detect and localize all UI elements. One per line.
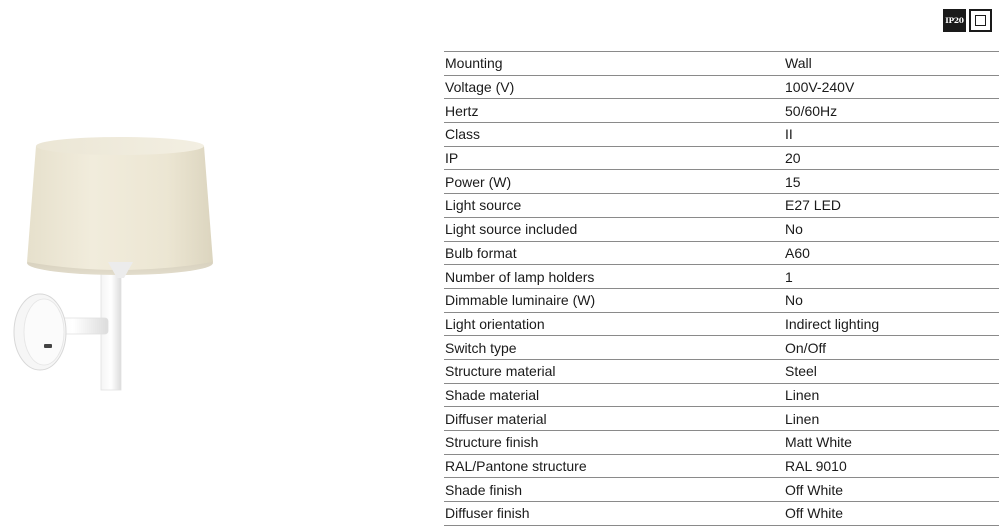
table-row <box>444 502 999 526</box>
spec-value: II <box>784 123 999 147</box>
table-row <box>444 52 999 76</box>
table-row <box>444 431 999 455</box>
spec-label: Power (W) <box>444 170 784 194</box>
spec-label: Structure finish <box>444 431 784 455</box>
table-row <box>444 359 999 383</box>
spec-label: Dimmable luminaire (W) <box>444 288 784 312</box>
spec-value: 15 <box>784 170 999 194</box>
spec-value: Steel <box>784 359 999 383</box>
spec-value: 100V-240V <box>784 75 999 99</box>
class-ii-double-square-icon <box>969 9 992 32</box>
table-row <box>444 454 999 478</box>
table-row <box>444 75 999 99</box>
table-row <box>444 312 999 336</box>
spec-value: 1 <box>784 265 999 289</box>
spec-value: No <box>784 217 999 241</box>
table-row <box>444 170 999 194</box>
spec-label: RAL/Pantone structure <box>444 454 784 478</box>
spec-value: Matt White <box>784 431 999 455</box>
table-row <box>444 265 999 289</box>
spec-value: Wall <box>784 52 999 76</box>
spec-value: E27 LED <box>784 194 999 218</box>
spec-label: Structure material <box>444 359 784 383</box>
spec-value: Off White <box>784 478 999 502</box>
spec-label: Shade finish <box>444 478 784 502</box>
wall-lamp-image <box>0 100 260 420</box>
spec-label: Shade material <box>444 383 784 407</box>
table-row <box>444 99 999 123</box>
spec-value: Indirect lighting <box>784 312 999 336</box>
spec-value: 20 <box>784 146 999 170</box>
spec-label: Diffuser finish <box>444 502 784 526</box>
table-row <box>444 241 999 265</box>
spec-label: Diffuser material <box>444 407 784 431</box>
spec-label: Switch type <box>444 336 784 360</box>
spec-label: Mounting <box>444 52 784 76</box>
class-ii-inner-square <box>975 15 986 26</box>
spec-table-body <box>444 52 999 526</box>
spec-value: No <box>784 288 999 312</box>
spec-label: Hertz <box>444 99 784 123</box>
spec-value: RAL 9010 <box>784 454 999 478</box>
table-row <box>444 407 999 431</box>
table-row <box>444 478 999 502</box>
spec-label: Light source <box>444 194 784 218</box>
spec-label: IP <box>444 146 784 170</box>
spec-label: Light orientation <box>444 312 784 336</box>
spec-value: A60 <box>784 241 999 265</box>
table-row <box>444 217 999 241</box>
table-row <box>444 288 999 312</box>
table-row <box>444 146 999 170</box>
spec-value: Linen <box>784 383 999 407</box>
table-row <box>444 336 999 360</box>
spec-value: On/Off <box>784 336 999 360</box>
spec-table <box>444 51 999 526</box>
spec-value: Linen <box>784 407 999 431</box>
spec-label: Class <box>444 123 784 147</box>
table-row <box>444 383 999 407</box>
ip20-badge <box>943 9 966 32</box>
table-row <box>444 194 999 218</box>
certification-badges <box>943 9 992 32</box>
spec-value: 50/60Hz <box>784 99 999 123</box>
spec-label: Number of lamp holders <box>444 265 784 289</box>
spec-label: Voltage (V) <box>444 75 784 99</box>
table-row <box>444 123 999 147</box>
spec-label: Light source included <box>444 217 784 241</box>
ip-rating-label: IP20 <box>945 16 964 25</box>
spec-value: Off White <box>784 502 999 526</box>
spec-label: Bulb format <box>444 241 784 265</box>
